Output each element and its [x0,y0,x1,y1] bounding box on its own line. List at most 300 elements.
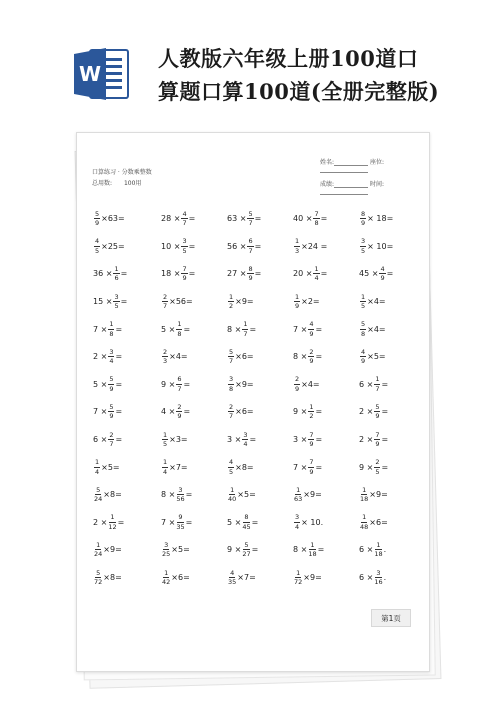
problem-cell [93,564,122,592]
fraction [228,570,236,586]
problem-suffix: ×5= [237,490,256,500]
problem-prefix: 3 × [227,435,242,445]
problem-cell [227,260,261,288]
numerator: 4 [380,264,385,273]
fraction [94,542,102,558]
problem-cell [161,536,190,564]
denominator: 3 [295,246,300,255]
total-label: 总用数: [92,180,113,187]
fraction [162,459,168,475]
problem-suffix: = [381,435,389,445]
denominator: 9 [182,274,187,283]
fraction [374,570,382,586]
denominator: 7 [243,329,248,338]
denominator: 9 [375,440,380,449]
problem-prefix: 7 × [93,324,108,334]
page-header [0,0,500,125]
problem-cell [227,233,261,261]
numerator: 5 [229,347,234,356]
problem-prefix: 7 × [293,324,308,334]
problem-cell [227,205,261,233]
problem-suffix: = [120,297,128,307]
problem-suffix: = [115,435,123,445]
problem-cell [359,536,386,564]
numerator: 7 [182,264,187,273]
numerator: 1 [295,237,300,246]
denominator: 9 [375,412,380,421]
problem-suffix: ×9= [369,490,388,500]
denominator: 9 [109,384,114,393]
problem-suffix: = [381,379,389,389]
problem-suffix: = [320,269,328,279]
numerator: 3 [178,485,183,494]
problem-suffix: = [254,269,262,279]
problem-cell [293,536,324,564]
fraction [360,514,368,530]
problem-prefix: 4 × [161,407,176,417]
denominator: 8 [229,384,234,393]
problem-cell [161,509,192,537]
numerator: 1 [114,264,119,273]
numerator: 5 [96,568,101,577]
numerator: 5 [244,540,249,549]
numerator: 1 [361,292,366,301]
fraction [94,211,100,227]
problem-cell [161,260,195,288]
denominator: 7 [375,384,380,393]
problem-cell [359,564,386,592]
problem-prefix: 9 × [359,462,374,472]
numerator: 1 [95,458,100,467]
fraction [360,294,366,310]
numerator: 1 [229,292,234,301]
problem-suffix: = [188,241,196,251]
problem-suffix: . [383,573,387,583]
word-icon-letter: W [78,62,102,86]
denominator: 9 [361,219,366,228]
score-label: 成绩: [320,181,335,188]
problem-cell [227,398,254,426]
problem-prefix: 6 × [359,379,374,389]
fraction [242,432,248,448]
numerator: 1 [163,458,168,467]
problem-cell [227,288,254,316]
problem-suffix: ×9= [235,297,254,307]
problem-suffix: = [251,545,259,555]
problem-cell [227,536,258,564]
total-count [92,178,141,187]
problem-prefix: 2 × [93,352,108,362]
denominator: 7 [177,384,182,393]
denominator: 24 [94,495,103,504]
denominator: 5 [95,246,100,255]
problem-cell [359,426,388,454]
problem-prefix: 45 × [359,269,379,279]
fraction [360,487,368,503]
problem-grid [93,205,413,591]
problem-suffix: × 10. [301,517,324,527]
problem-prefix: 6 × [359,573,374,583]
fraction [176,514,184,530]
problem-prefix: 36 × [93,269,113,279]
problem-suffix: ×9= [303,490,322,500]
time-label: 时间: [369,181,384,188]
fraction [374,542,382,558]
problem-cell [293,371,320,399]
fraction [162,294,168,310]
fraction [242,514,250,530]
numerator: 1 [177,320,182,329]
total-value: 100用 [123,180,142,187]
numerator: 2 [163,292,168,301]
title-line-2: 算题口算100道(全册完整版) [158,79,440,104]
problem-cell [293,481,322,509]
denominator: 9 [361,357,366,366]
fraction [108,404,114,420]
problem-suffix: ×8= [103,490,122,500]
problem-row [93,481,413,509]
fraction [294,238,300,254]
problem-cell [93,371,122,399]
numerator: 5 [248,209,253,218]
fraction [374,432,380,448]
problem-suffix: = [254,241,262,251]
problem-prefix: 27 × [227,269,247,279]
numerator: 4 [230,568,235,577]
problem-suffix: = [381,462,389,472]
problem-cell [293,426,322,454]
problem-cell [359,371,388,399]
problem-cell [359,288,386,316]
fraction [176,487,184,503]
fraction [94,487,102,503]
numerator: 2 [309,347,314,356]
fraction [308,459,314,475]
problem-suffix: ×7= [237,573,256,583]
fraction [308,432,314,448]
fraction [294,487,302,503]
problem-row [93,315,413,343]
problem-suffix: ×7= [169,462,188,472]
problem-suffix: = [183,407,191,417]
problem-cell [359,398,388,426]
problem-suffix: = [249,324,257,334]
numerator: 8 [361,209,366,218]
seat-line [320,172,368,173]
fraction [294,514,300,530]
fraction [94,570,102,586]
denominator: 5 [182,246,187,255]
numerator: 1 [309,402,314,411]
problem-cell [359,205,393,233]
denominator: 5 [361,302,366,311]
numerator: 4 [229,458,234,467]
problem-row [93,536,413,564]
problem-prefix: 5 × [227,517,242,527]
fraction [113,294,119,310]
fraction [360,211,366,227]
problem-prefix: 6 × [93,435,108,445]
denominator: 48 [360,522,369,531]
problem-cell [227,371,254,399]
problem-prefix: 7 × [93,407,108,417]
problem-row [93,509,413,537]
numerator: 1 [109,320,114,329]
problem-suffix: ×5= [367,352,386,362]
fraction [113,266,119,282]
numerator: 4 [361,347,366,356]
numerator: 3 [114,292,119,301]
problem-cell [227,426,256,454]
problem-cell [359,509,388,537]
problem-cell [293,453,322,481]
problem-row [93,398,413,426]
numerator: 1 [375,375,380,384]
denominator: 27 [242,550,251,559]
numerator: 1 [164,568,169,577]
problem-suffix: = [115,379,123,389]
problem-prefix: 9 × [227,545,242,555]
problem-cell [93,398,122,426]
numerator: 3 [295,513,300,522]
problem-cell [293,260,327,288]
denominator: 16 [374,578,383,587]
problem-suffix: = [315,435,323,445]
denominator: 24 [94,550,103,559]
problem-suffix: ×9= [303,573,322,583]
problem-cell [161,398,190,426]
problem-cell [227,509,258,537]
fraction [176,321,182,337]
fraction [228,459,234,475]
fraction [228,349,234,365]
problem-cell [161,233,195,261]
problem-cell [293,343,322,371]
fraction [108,514,116,530]
seat-label: 座位: [369,159,384,166]
numerator: 1 [230,485,235,494]
worksheet-heading: 口算练习 · 分数乘整数 [92,169,152,176]
fraction [228,294,234,310]
problem-cell [359,315,386,343]
problem-cell [359,343,386,371]
problem-suffix: = [251,517,259,527]
fraction [228,404,234,420]
problem-cell [161,205,195,233]
denominator: 5 [375,467,380,476]
title-line-1: 人教版六年级上册100道口 [158,46,419,71]
problem-suffix: = [183,379,191,389]
problem-prefix: 15 × [93,297,113,307]
numerator: 5 [109,402,114,411]
problem-prefix: 20 × [293,269,313,279]
problem-suffix: ×4= [367,297,386,307]
problem-suffix: = [185,490,193,500]
denominator: 4 [109,357,114,366]
numerator: 1 [163,430,168,439]
numerator: 7 [314,209,319,218]
denominator: 4 [295,522,300,531]
problem-suffix: ×4= [367,324,386,334]
score-field [320,179,429,195]
denominator: 9 [309,357,314,366]
problem-suffix: ×63= [101,214,125,224]
fraction [313,266,319,282]
problem-suffix: ×9= [103,545,122,555]
problem-cell [93,205,125,233]
problem-cell [161,481,192,509]
denominator: 8 [177,329,182,338]
page-number: 第1页 [371,609,411,627]
fraction [313,211,319,227]
problem-suffix: ×56= [169,297,193,307]
denominator: 5 [229,467,234,476]
worksheet-page [76,132,430,672]
problem-cell [161,371,190,399]
numerator: 4 [309,320,314,329]
fraction [294,570,302,586]
problem-prefix: 10 × [161,241,181,251]
denominator: 9 [295,302,300,311]
numerator: 1 [296,485,301,494]
numerator: 6 [248,237,253,246]
time-line [320,194,368,195]
fraction [162,432,168,448]
denominator: 18 [374,550,383,559]
problem-prefix: 28 × [161,214,181,224]
denominator: 4 [163,467,168,476]
fraction [308,404,314,420]
fraction [360,321,366,337]
numerator: 3 [164,540,169,549]
denominator: 2 [229,302,234,311]
numerator: 6 [177,375,182,384]
problem-prefix: 8 × [227,324,242,334]
problem-suffix: = [115,407,123,417]
fraction [108,321,114,337]
problem-suffix: ×25= [101,241,125,251]
problem-suffix: ×4= [301,379,320,389]
denominator: 2 [309,412,314,421]
denominator: 7 [182,219,187,228]
fraction [108,376,114,392]
problem-suffix: = [320,214,328,224]
denominator: 5 [361,246,366,255]
problem-suffix: = [317,545,325,555]
denominator: 42 [162,578,171,587]
fraction [360,238,366,254]
numerator: 4 [182,209,187,218]
denominator: 8 [361,329,366,338]
denominator: 56 [176,495,185,504]
problem-cell [293,315,322,343]
denominator: 72 [94,578,103,587]
problem-suffix: = [315,407,323,417]
numerator: 1 [310,540,315,549]
fraction [242,321,248,337]
problem-prefix: 2 × [359,407,374,417]
problem-suffix: ×4= [169,352,188,362]
fraction [94,459,100,475]
numerator: 3 [182,237,187,246]
problem-cell [227,564,256,592]
problem-suffix: ×8= [235,462,254,472]
fraction [162,349,168,365]
denominator: 7 [248,246,253,255]
problem-prefix: 9 × [293,407,308,417]
problem-cell [161,564,190,592]
name-field [320,157,429,173]
denominator: 63 [294,495,303,504]
problem-suffix: ×6= [369,517,388,527]
problem-prefix: 8 × [161,490,176,500]
problem-suffix: ×6= [235,407,254,417]
problem-cell [227,453,254,481]
problem-suffix: ×5= [171,545,190,555]
numerator: 5 [109,375,114,384]
fraction [94,238,100,254]
numerator: 2 [109,430,114,439]
fraction [308,321,314,337]
fraction [308,542,316,558]
denominator: 9 [309,467,314,476]
numerator: 8 [244,513,249,522]
problem-suffix: ×8= [103,573,122,583]
denominator: 9 [309,329,314,338]
denominator: 9 [95,219,100,228]
problem-suffix: × 10= [367,241,394,251]
word-document-icon [72,44,132,104]
denominator: 8 [314,219,319,228]
problem-cell [227,343,254,371]
problem-cell [93,453,120,481]
problem-suffix: = [115,352,123,362]
denominator: 7 [229,412,234,421]
fraction [374,404,380,420]
fraction [108,349,114,365]
denominator: 40 [228,495,237,504]
numerator: 5 [375,402,380,411]
problem-suffix: = [315,324,323,334]
fraction [181,211,187,227]
name-label: 姓名: [320,159,335,166]
problem-cell [161,288,193,316]
denominator: 35 [176,522,185,531]
numerator: 7 [309,458,314,467]
fraction [247,266,253,282]
fraction [379,266,385,282]
problem-suffix: = [249,435,257,445]
problem-row [93,343,413,371]
problem-cell [93,509,124,537]
problem-cell [93,260,127,288]
denominator: 4 [95,467,100,476]
denominator: 9 [309,440,314,449]
numerator: 1 [362,485,367,494]
problem-cell [359,481,388,509]
denominator: 9 [248,274,253,283]
problem-row [93,426,413,454]
fraction [294,294,300,310]
problem-row [93,288,413,316]
denominator: 5 [114,302,119,311]
problem-cell [93,233,125,261]
score-line [334,187,368,188]
problem-cell [227,315,256,343]
problem-row [93,205,413,233]
fraction [108,432,114,448]
problem-cell [293,233,327,261]
